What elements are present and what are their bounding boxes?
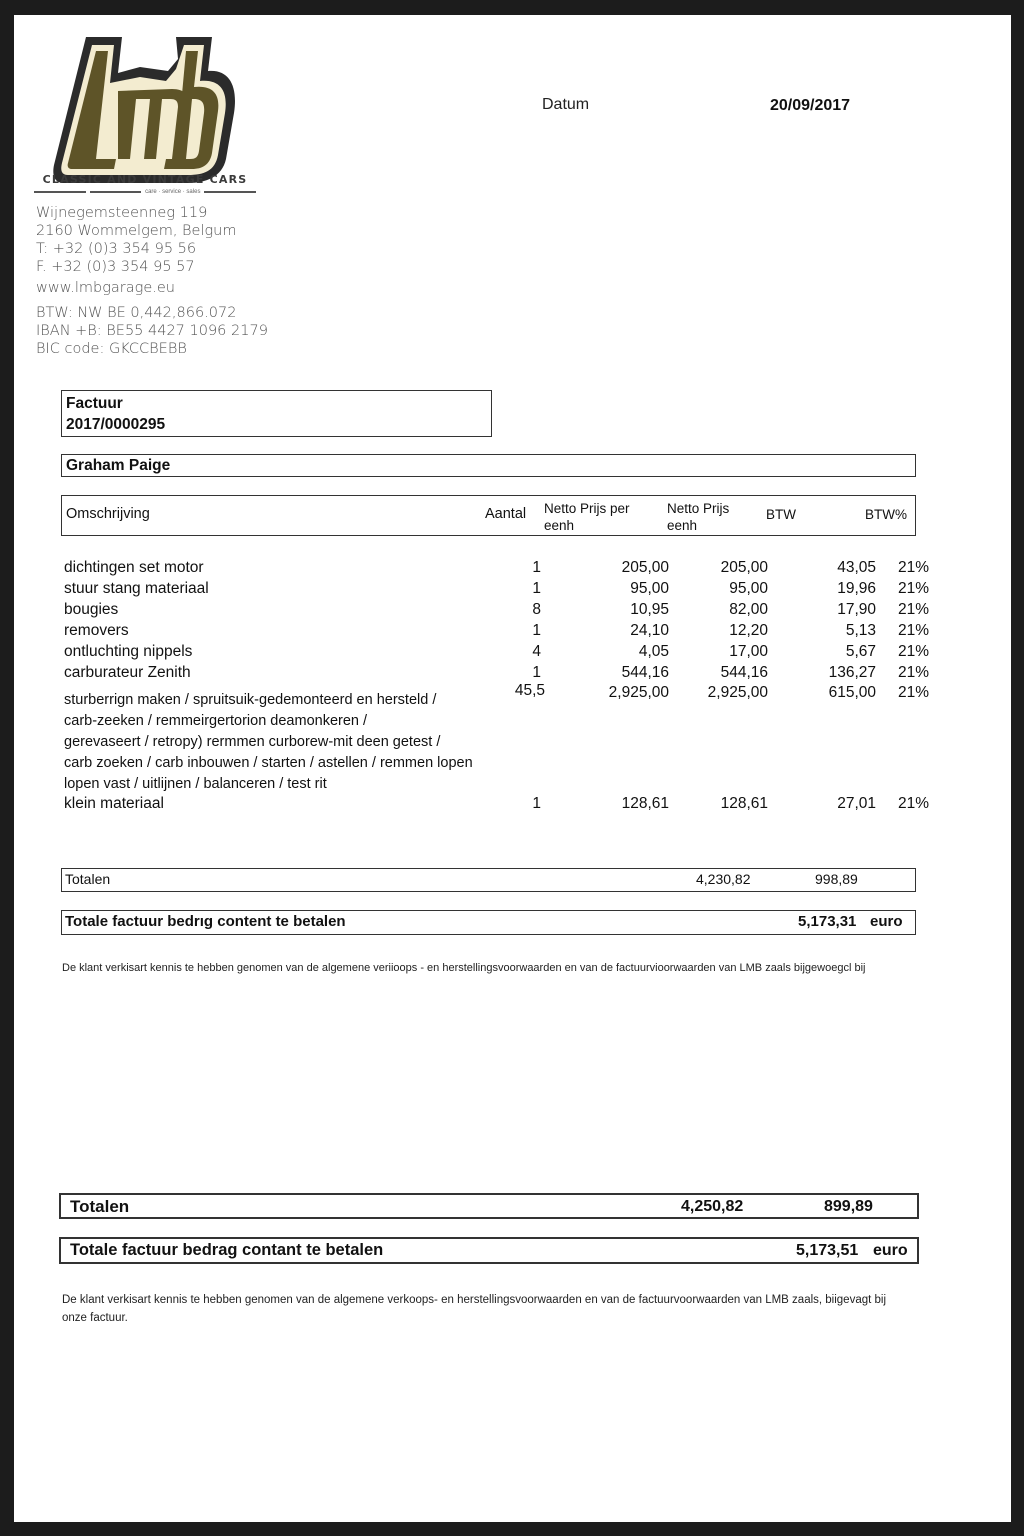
- grand-total-value: 5,173,51: [796, 1242, 859, 1259]
- totals-label: Totalen: [70, 1197, 130, 1216]
- table-row: dichtingen set motor 1 205,00 205,00 43,05 21%: [64, 559, 929, 576]
- iban: IBAN +B: BE55 4427 1096 2179: [36, 323, 268, 339]
- vat-number: BTW: NW BE 0,442,866.072: [36, 305, 237, 321]
- grand-total-label: Totale factuur bedrag contant te betalen: [70, 1241, 384, 1259]
- table-row: stuur stang materiaal 1 95,00 95,00 19,96 21%: [64, 580, 929, 597]
- currency: euro: [873, 1242, 908, 1259]
- grand-total-row: [61, 910, 916, 935]
- totals-row: [61, 868, 916, 892]
- address-line-2: 2160 Wommelgem, Belgum: [36, 223, 237, 239]
- client-box: [61, 454, 916, 477]
- totals-label: Totalen: [65, 871, 111, 887]
- totals-vat: 899,89: [824, 1198, 873, 1215]
- col-vat: BTW: [766, 507, 796, 522]
- table-row: ontluchting nippels 4 4,05 17,00 5,67 21%: [64, 643, 929, 660]
- date-label: Datum: [542, 96, 590, 113]
- col-net-price: Netto Prijs eenh: [667, 501, 730, 533]
- invoice-page: [14, 15, 1011, 1522]
- col-unit-price: Netto Prijs per eenh: [544, 501, 630, 533]
- col-quantity: Aantal: [485, 506, 527, 522]
- table-header: [61, 495, 916, 536]
- table-row: removers 1 24,10 12,20 5,13 21%: [64, 622, 929, 639]
- grand-total-label: Totale factuur bedrıg content te betalen: [65, 913, 346, 930]
- col-vat-pct: BTW%: [865, 507, 907, 522]
- invoice-number: 2017/0000295: [66, 416, 166, 433]
- phone: T: +32 (0)3 354 95 56: [36, 241, 197, 257]
- divider: [204, 191, 256, 193]
- labour-description: sturberrign maken / spruitsuik-gedemonteerd en hersteld / carb-zeeken / remmeirgertorion deamonkeren / gerevaseert / retropy) rermmen curborew-mit deen getest / carb zoeken / carb inbouwen / starten / astellen / remmen lopen lopen vast / uitlijnen / balanceren / test rit: [64, 692, 473, 792]
- table-row: bougies 8 10,95 82,00 17,90 21%: [64, 601, 929, 618]
- logo-subtagline: care · service · sales: [34, 188, 256, 196]
- fax: F. +32 (0)3 354 95 57: [36, 259, 195, 275]
- table-row: 45,5 2,925,00 2,925,00 615,00 21%: [514, 682, 929, 701]
- table-row: klein materiaal 1 128,61 128,61 27,01 21%: [64, 795, 929, 812]
- client-name: Graham Paige: [66, 457, 171, 474]
- currency: euro: [870, 913, 903, 930]
- date-value: 20/09/2017: [770, 97, 851, 114]
- grand-total-row: [59, 1237, 919, 1264]
- divider: [34, 191, 86, 193]
- website: www.lmbgarage.eu: [36, 280, 175, 296]
- terms-note: De klant verkisart kennis te hebben genomen van de algemene veriioops - en herstellingsvoorwaarden en van de factuurvioorwaarden van LMB zaals bijgewoegcl bij: [62, 962, 866, 974]
- address-line-1: Wijnegemsteenneg 119: [36, 205, 208, 221]
- totals-net: 4,250,82: [681, 1198, 744, 1215]
- col-description: Omschrijving: [66, 506, 150, 522]
- grand-total-value: 5,173,31: [798, 913, 857, 930]
- invoice-label: Factuur: [66, 395, 123, 412]
- totals-vat: 998,89: [815, 871, 858, 887]
- terms-note: De klant verkisart kennis te hebben genomen van de algemene verkoops- en herstellingsvoorwaarden en van de factuurvoorwaarden van LMB zaals, biigevagt bij onze factuur.: [62, 1294, 887, 1324]
- lmb-logo: [52, 33, 242, 185]
- table-row: carburateur Zenith 1 544,16 544,16 136,27 21%: [64, 664, 929, 681]
- totals-row: [59, 1193, 919, 1219]
- totals-net: 4,230,82: [696, 871, 751, 887]
- logo-tagline: CLASSIC AND VINTAGE CARS: [42, 173, 248, 186]
- bic: BIC code: GKCCBEBB: [36, 341, 187, 357]
- invoice-number-box: [61, 390, 492, 437]
- divider: [90, 191, 142, 193]
